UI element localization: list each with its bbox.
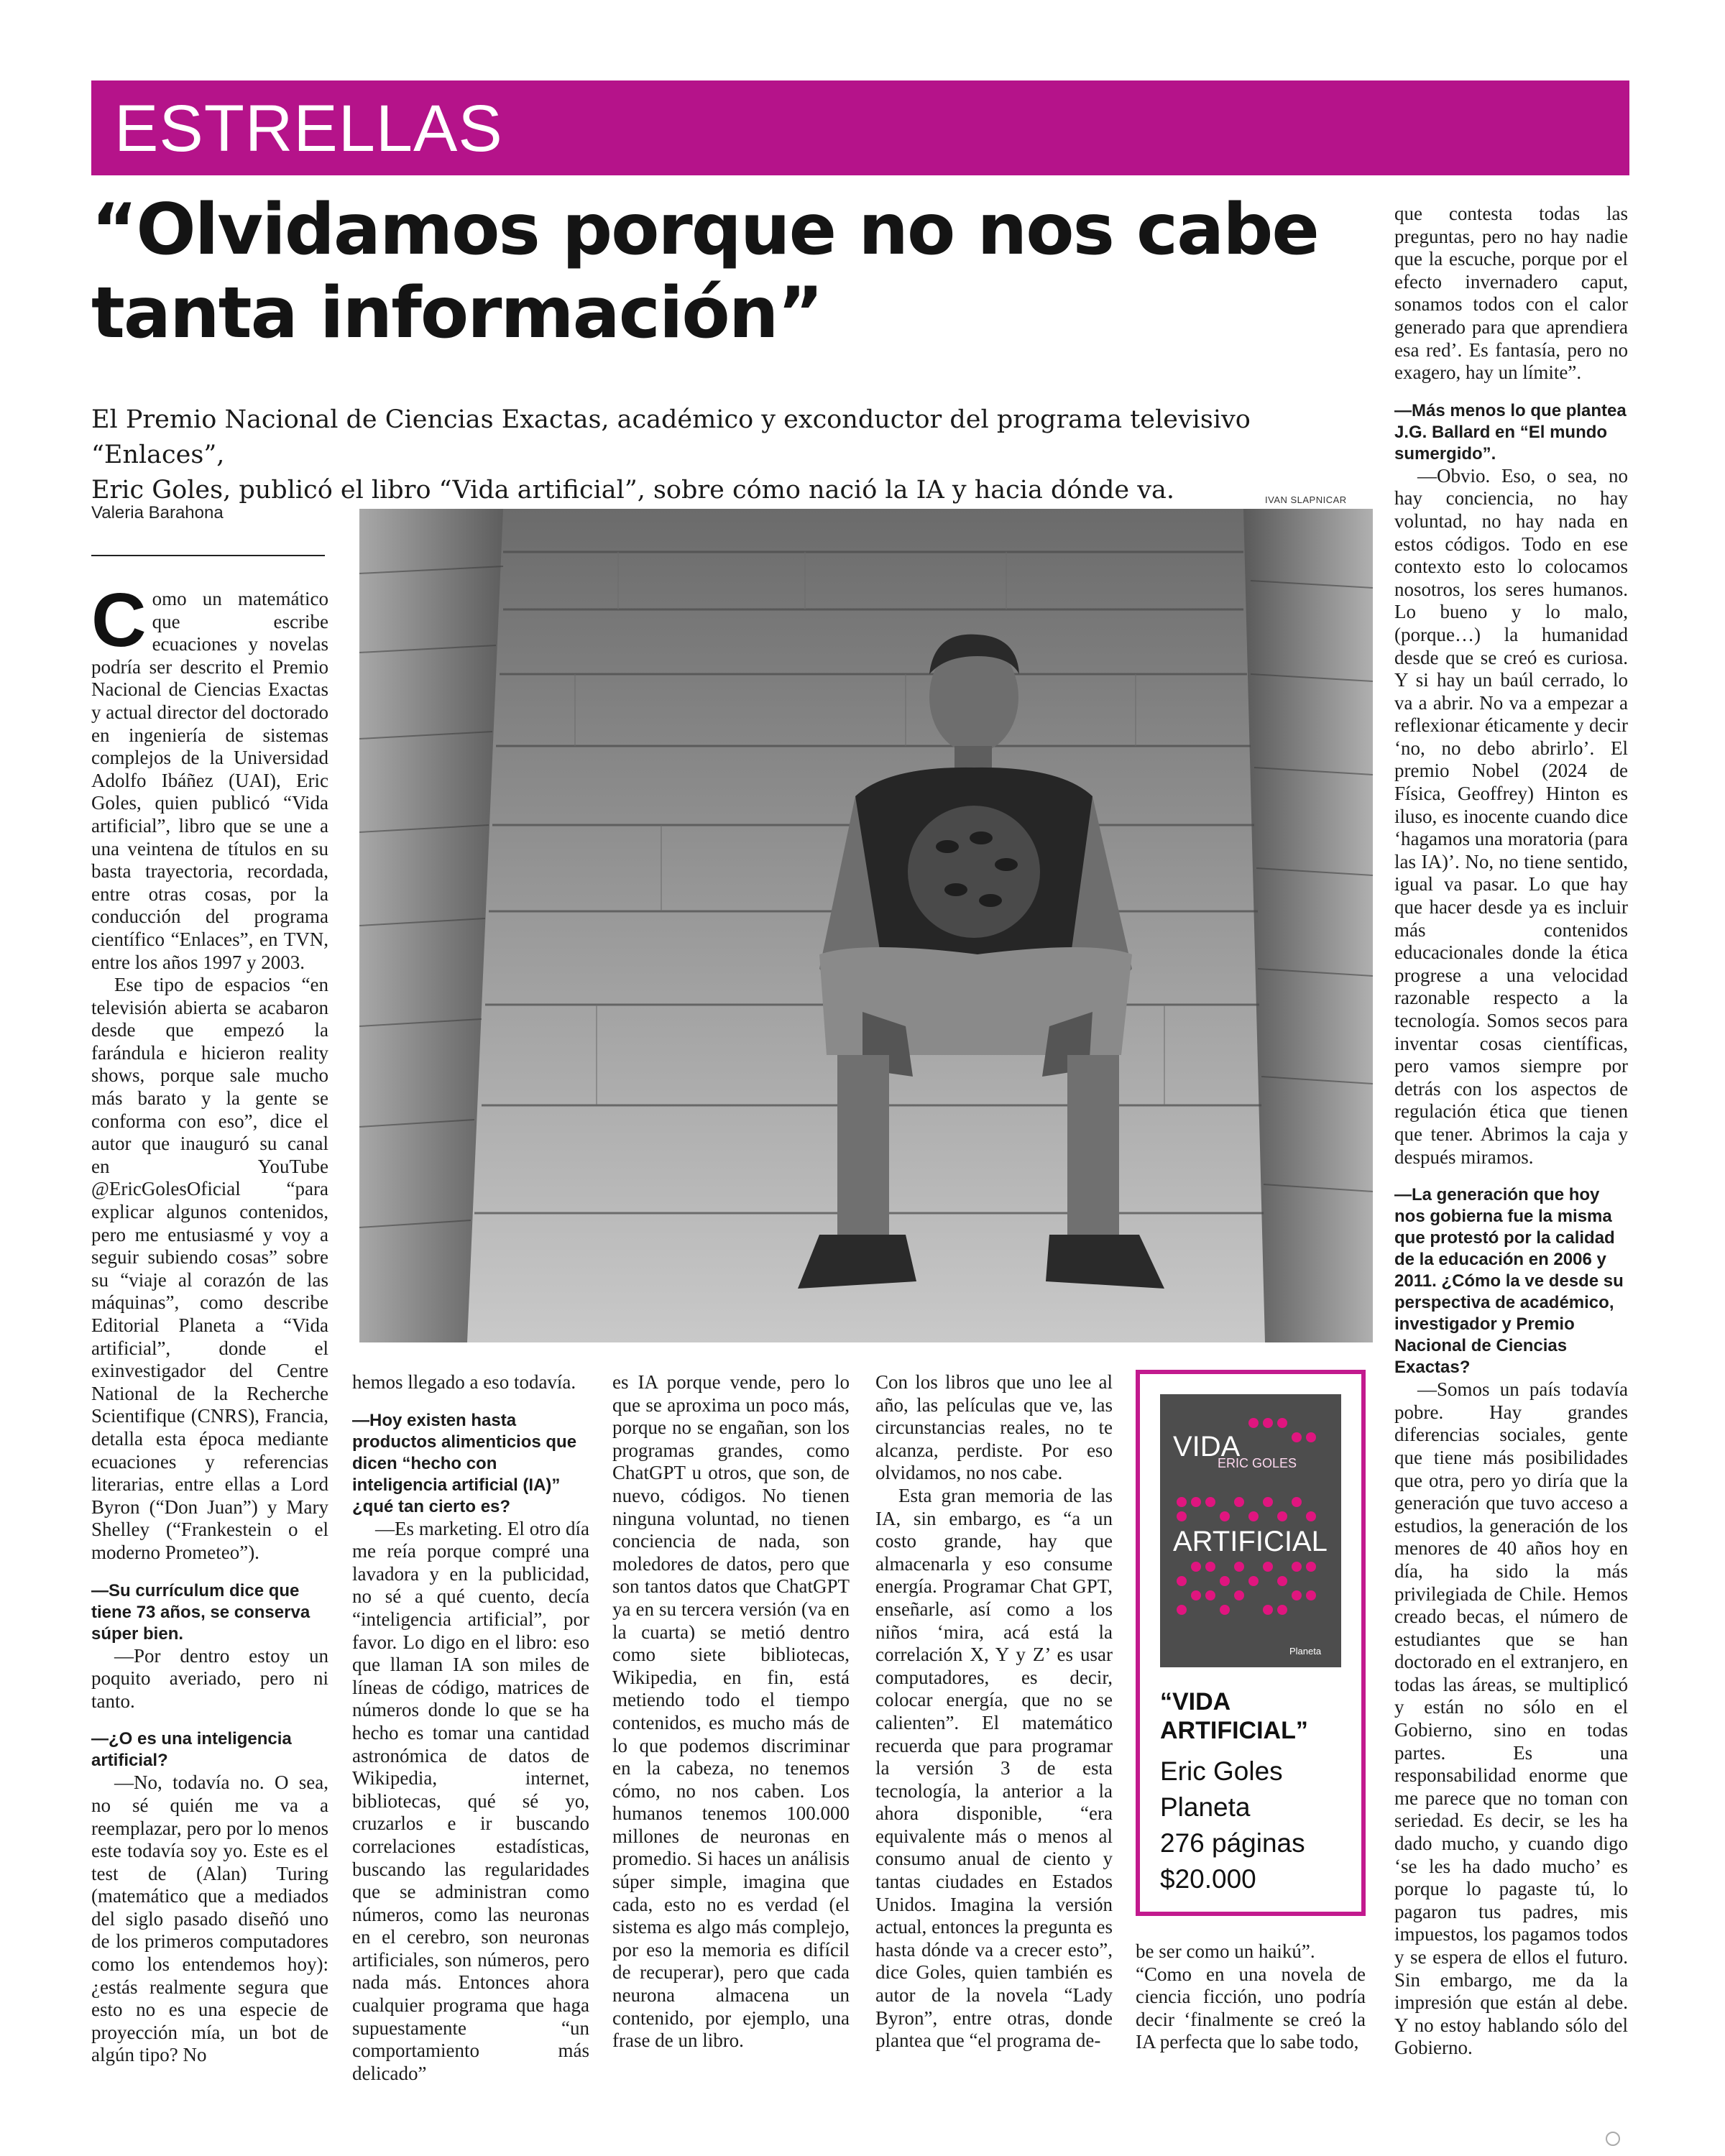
book-infobox	[1136, 1370, 1366, 1916]
paragraph: es IA porque vende, pero lo que se aproxima un poco más, porque no se engañan, son los programas grandes, como ChatGPT u otros, que son, de nuevo, códigos. No tienen ninguna voluntad, no tienen conciencia de nada, son moledores de datos, pero que son tantos datos que ChatGPT ya en su tercera versión (va en la cuarta) se metió dentro como siete bibliotecas, Wikipedia, en fin, está metiendo todo el tiempo contenidos, es mucho más de lo que podemos discriminar en la cabeza, no tenemos cómo, no nos caben. Los humanos tenemos 100.000 millones de neuronas en promedio. Si haces un análisis súper simple, imagina que cada, esto no es verdad (el sistema es algo más complejo, por eso la memoria es difícil de recuperar), pero que cada neurona almacena un contenido, por ejemplo, una frase de un libro.	[612, 1371, 850, 2052]
interview-question: —La generación que hoy nos gobierna fue la misma que protestó por la calidad de la educación en 2006 y 2011. ¿Cómo la ve desde su perspectiva de académico, investigador y Premio Nacional de Ciencias Exactas?	[1394, 1185, 1624, 1378]
paragraph: Como un matemático que escribe ecuaciones y novelas podría ser descrito el Premio Nacional de Ciencias Exactas y actual director del doctorado en ingeniería de sistemas complejos de la Universidad Adolfo Ibáñez (UAI), Eric Goles, quien publicó “Vida artificial”, libro que se une a una veintena de títulos en su basta trayectoria, recordada, entre otras cosas, por la conducción del programa científico “Enlaces”, en TVN, entre los años 1997 y 2003.	[91, 578, 328, 973]
article-column-4	[875, 1371, 1113, 2053]
book-title: “VIDA ARTIFICIAL”	[1160, 1688, 1308, 1744]
interview-answer: —Obvio. Eso, o sea, no hay conciencia, no hay voluntad, no hay nada en estos códigos. Todo en ese contexto esto lo colocamos nosotros, los seres humanos. Lo bueno y lo malo, (porque…) la humanidad desde que se creó es curiosa. Y si hay un baúl cerrado, lo va a abrir. No va a empezar a reflexionar éticamente y decir ‘no, no debo abrirlo’. El premio Nobel (2024 de Física, Geoffrey) Hinton es iluso, es inocente cuando dice ‘hagamos una moratoria (para las IA)’. No, no tiene sentido, igual va pasar. Lo que hay que hacer desde ya es incluir más contenidos educacionales donde la ética progrese a una velocidad razonable respecto a la tecnología. Somos secos para inventar cosas científicas, pero vamos siempre por detrás con los aspectos de regulación ética que tienen que tener. Abrimos la caja y después miramos.	[1394, 464, 1628, 1168]
book-publisher: Planeta	[1160, 1792, 1251, 1822]
photo-credit: IVAN SLAPNICAR	[1265, 494, 1347, 505]
cover-publisher: Planeta	[1289, 1646, 1322, 1657]
byline: Valeria Barahona	[91, 503, 224, 522]
article-column-1	[91, 578, 328, 2067]
interview-question: —Más menos lo que plantea J.G. Ballard en “El mundo sumergido”.	[1394, 400, 1627, 464]
headline-line-2: tanta información”	[91, 272, 822, 354]
deck-summary	[91, 402, 1371, 508]
interview-answer: —Somos un país todavía pobre. Hay grandes diferencias sociales, gente que tiene más posibilidades que otra, pero yo diría que la generación que tuvo acceso a estudios, la generación de los menores de 40 años hoy en día, ha sido la más privilegiada de Chile. Hemos creado becas, el número de estudiantes que se han doctorado en el extranjero, en todas las áreas, se multiplicó y están no sólo en el Gobierno, sino en todas partes. Es una responsabilidad enorme que me parece que no toman con seriedad. Es decir, se les ha dado mucho, y cuando digo ‘se les ha dado mucho’ es porque lo pagaste tú, lo pagaron tus padres, mis impuestos, los pagamos todos y se espera de ellos el futuro. Sin embargo, me da la impresión que están al debe. Y no estoy hablando sólo del Gobierno.	[1394, 1378, 1628, 2059]
article-column-6	[1394, 203, 1628, 2060]
deck-line-2: Eric Goles, publicó el libro “Vida artificial”, sobre cómo nació la IA y hacia dónde va.	[91, 476, 1174, 505]
photo-illustration	[359, 509, 1373, 1342]
interview-question: —Hoy existen hasta productos alimenticios que dicen “hecho con inteligencia artificial (IA)” ¿qué tan cierto es?	[352, 1410, 577, 1516]
article-column-2	[352, 1371, 589, 2085]
paragraph: Esta gran memoria de las IA, sin embargo, es “a un costo grande, hay que almacenarla y eso consume energía. Programar Chat GPT, enseñarle, así como a los niños ‘mira, acá está la correlación X, Y y Z’ es usar computadores, es decir, colocar energía, que no se calienten”. El matemático recuerda que para programar la versión 3 de esta tecnología, la anterior a la ahora disponible, “era equivalente más o menos al consumo anual de ciento y tantas ciudades en Estados Unidos. Imagina la versión actual, entonces la pregunta es hasta dónde va a crecer esto”, dice Goles, quien también es autor de la novela “Lady Byron”, entre otras, donde plantea que “el programa de-	[875, 1484, 1113, 2052]
paragraph: Ese tipo de espacios “en televisión abierta se acabaron desde que empezó la farándula e hicieron reality shows, porque sale mucho más barato y la gente se conforma con eso”, dice el autor que inauguró su canal en YouTube @EricGolesOficial “para explicar algunos contenidos, pero me entusiasmé y voy a seguir subiendo cosas” sobre su “viaje al corazón de las máquinas”, como describe Editorial Planeta a “Vida artificial”, donde el exinvestigador del Centre National de la Recherche Scientifique (CNRS), Francia, detalla esta época mediante ecuaciones y referencias literarias, entre ellas a Lord Byron (“Don Juan”) y Mary Shelley (“Frankestein o el moderno Prometeo”).	[91, 974, 328, 1563]
interview-question: —Su currículum dice que tiene 73 años, se conserva súper bien.	[91, 1580, 310, 1644]
interview-answer: —No, todavía no. O sea, no sé quién me va a reemplazar, pero por lo menos este todavía soy yo. Este es el test de (Alan) Turing (matemático que a mediados del siglo pasado diseñó uno de los primeros computadores como los entendemos hoy): ¿estás realmente segura que esto no es una especie de proyección mía, un bot de algún tipo? No	[91, 1772, 328, 2066]
interview-answer: —Es marketing. El otro día me reía porque compré una lavadora y en la publicidad, no sé a qué cuento, decía “inteligencia artificial”, por favor. Lo digo en el libro: eso que llaman IA son miles de líneas de código, matrices de números donde lo que se ha hecho es tomar una cantidad astronómica de datos de Wikipedia, internet, bibliotecas, qué sé yo, cruzarlos e ir buscando correlaciones estadísticas, buscando las regularidades que se administran como números, como las neuronas en el cerebro, son neuronas artificiales, son números, pero nada más. Entonces ahora cualquier programa que haga supuestamente “un comportamiento más delicado”	[352, 1517, 589, 2084]
paragraph: be ser como un haikú”.	[1136, 1940, 1315, 1962]
book-pages: 276 páginas	[1160, 1828, 1305, 1858]
deck-line-1: El Premio Nacional de Ciencias Exactas, académico y exconductor del programa televisivo “Enlaces”,	[91, 405, 1251, 469]
portrait-photo	[359, 509, 1373, 1342]
book-price: $20.000	[1160, 1864, 1256, 1894]
headline	[91, 188, 1385, 355]
paragraph: Con los libros que uno lee al año, las películas que ve, las circunstancias reales, no te alcanza, perdiste. Por eso olvidamos, no nos cabe.	[875, 1371, 1113, 1484]
drop-cap: C	[91, 578, 147, 663]
paragraph: hemos llegado a eso todavía.	[352, 1371, 576, 1393]
interview-question: —¿O es una inteligencia artificial?	[91, 1729, 292, 1771]
cover-author: ERIC GOLES	[1218, 1456, 1297, 1470]
cover-title-2: ARTIFICIAL	[1173, 1526, 1328, 1557]
section-label: ESTRELLAS	[114, 92, 503, 165]
book-author: Eric Goles	[1160, 1756, 1283, 1786]
book-details	[1160, 1754, 1354, 1897]
interview-answer: —Por dentro estoy un poquito averiado, pero ni tanto.	[91, 1644, 328, 1712]
byline-divider	[91, 555, 325, 556]
paragraph: “Como en una novela de ciencia ficción, uno podría decir ‘finalmente se creó la IA perfecta que lo sabe todo,	[1136, 1963, 1366, 2053]
end-of-article-icon	[1606, 2132, 1620, 2146]
section-banner	[91, 80, 1629, 175]
paragraph: que contesta todas las preguntas, pero no hay nadie que la escuche, porque por el efecto invernadero caput, sonamos todos con el calor generado para que aprendiera esa red’. Es fantasía, pero no exagero, hay un límite”.	[1394, 203, 1628, 384]
cover-title-1: VIDA	[1173, 1431, 1241, 1462]
article-column-3	[612, 1371, 850, 2053]
book-cover	[1160, 1394, 1341, 1667]
headline-line-1: “Olvidamos porque no nos cabe	[91, 189, 1318, 271]
article-column-5	[1136, 1940, 1366, 2054]
